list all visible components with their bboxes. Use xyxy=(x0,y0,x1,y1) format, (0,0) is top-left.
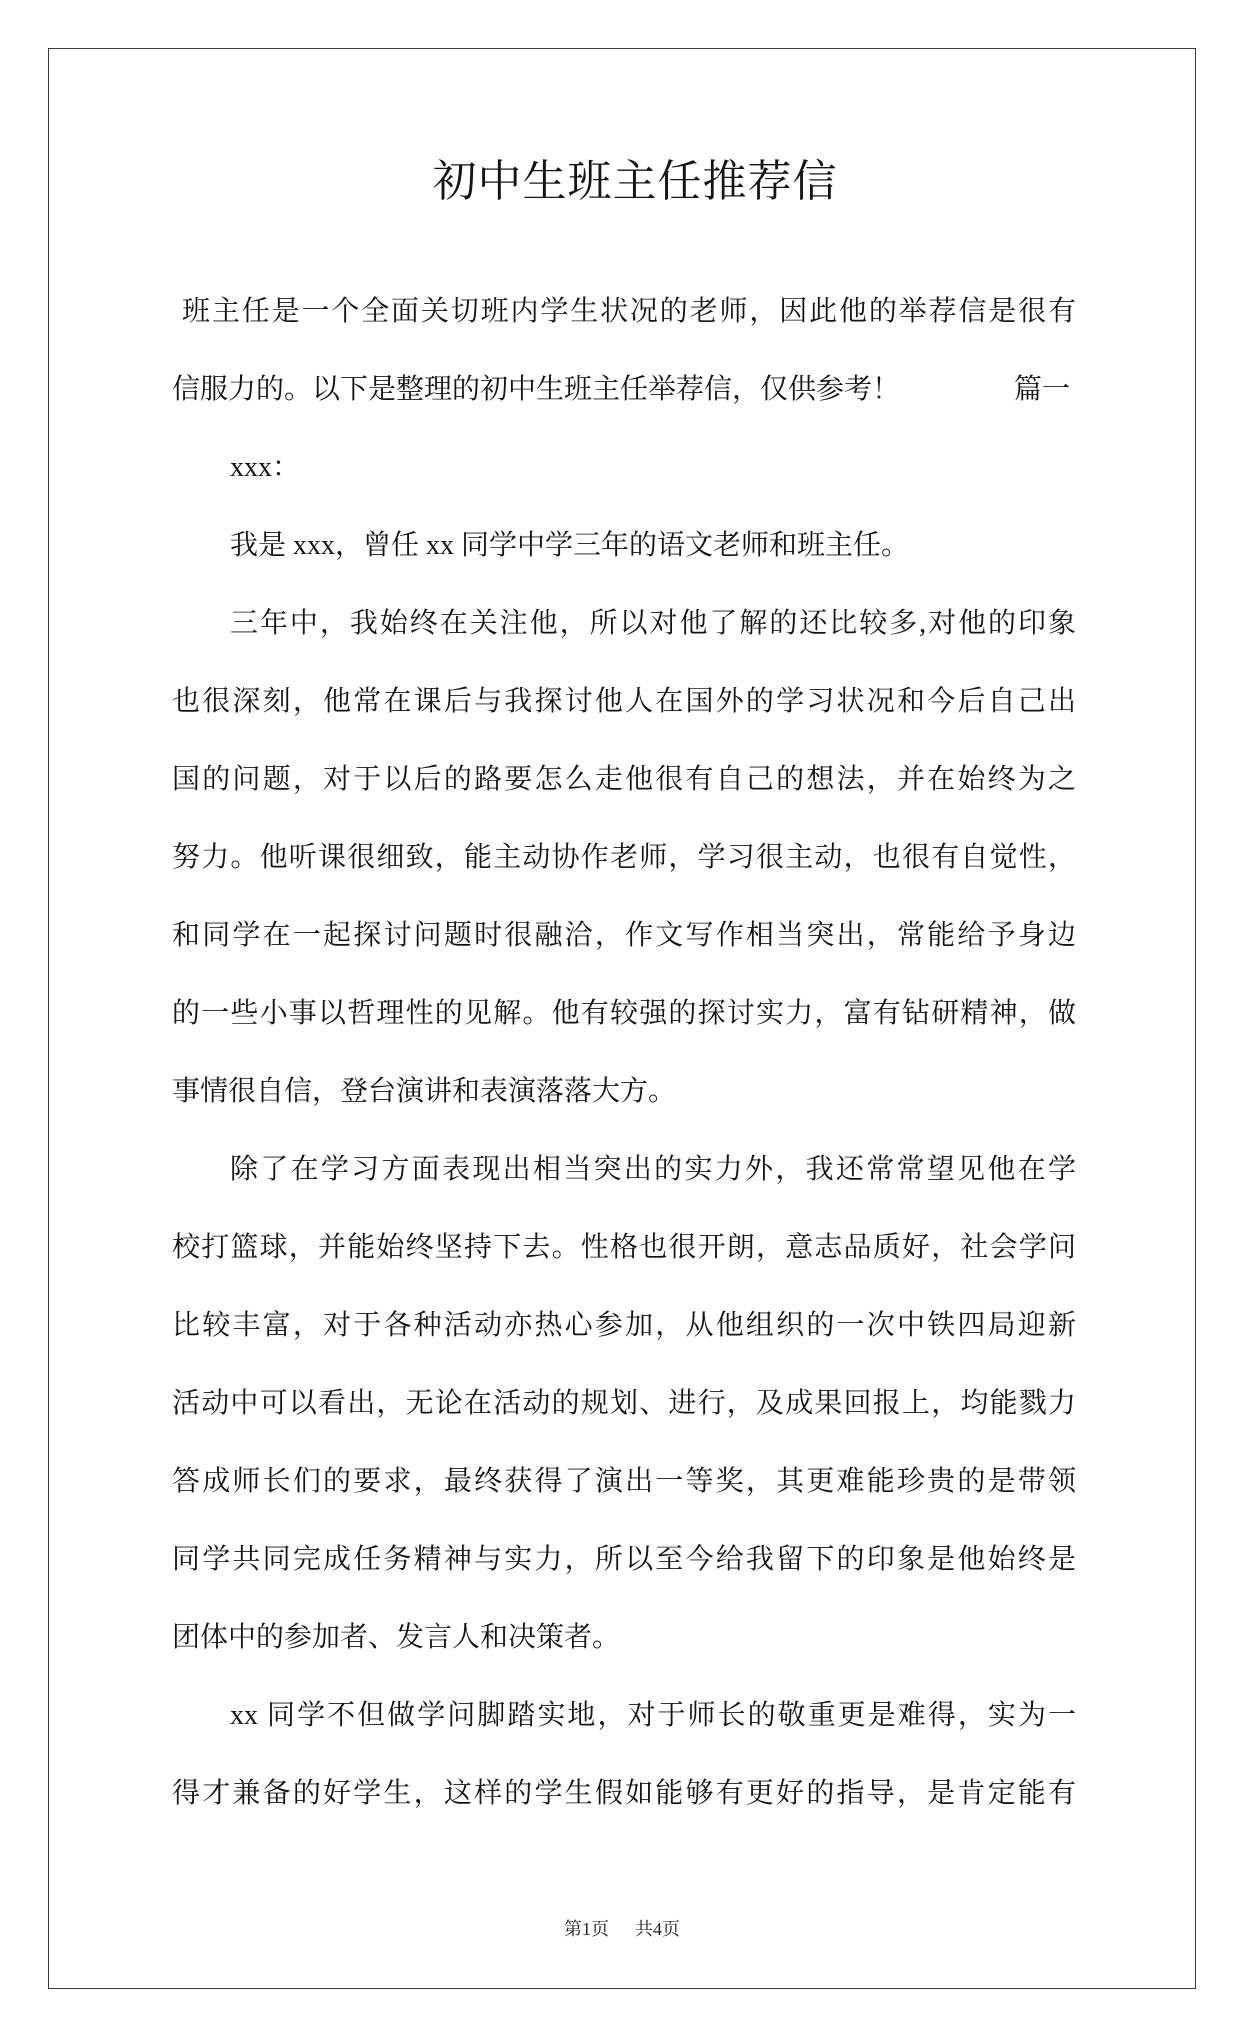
salutation xyxy=(172,429,1076,507)
paragraph-line-text: 同学共同完成任务精神与实力，所以至今给我留下的印象是他始终是 xyxy=(172,1544,1076,1575)
paragraph-line xyxy=(172,897,1076,975)
paragraph-line xyxy=(172,819,1076,897)
paragraph-line-text: 的一些小事以哲理性的见解。他有较强的探讨实力，富有钻研精神，做 xyxy=(172,998,1076,1029)
paragraph-line xyxy=(172,1131,1076,1209)
paragraph-line-text: 三年中，我始终在关注他，所以对他了解的还比较多,对他的印象 xyxy=(230,608,1076,639)
section-label: 篇一 xyxy=(1013,374,1070,405)
paragraph-line-text: 比较丰富，对于各种活动亦热心参加，从他组织的一次中铁四局迎新 xyxy=(172,1310,1076,1341)
page-number: 第1页 xyxy=(564,1919,609,1939)
document-body xyxy=(172,273,1076,1833)
paragraph-line-text: 得才兼备的好学生，这样的学生假如能够有更好的指导，是肯定能有 xyxy=(172,1778,1076,1809)
paragraph-line-text: 我是 xxx，曾任 xx 同学中学三年的语文老师和班主任。 xyxy=(230,530,910,561)
intro-line xyxy=(172,273,1076,351)
intro-line-text: 班主任是一个全面关切班内学生状况的老师，因此他的举荐信是很有 xyxy=(182,296,1076,327)
page-total: 共4页 xyxy=(635,1919,680,1939)
intro-line-text: 信服力的。以下是整理的初中生班主任举荐信，仅供参考！ xyxy=(172,374,901,405)
paragraph-line-text: 答成师长们的要求，最终获得了演出一等奖，其更难能珍贵的是带领 xyxy=(172,1466,1076,1497)
paragraph-line xyxy=(172,741,1076,819)
paragraph-line-text: 也很深刻，他常在课后与我探讨他人在国外的学习状况和今后自己出 xyxy=(172,686,1076,717)
intro-line xyxy=(172,351,1076,429)
paragraph-line xyxy=(172,1287,1076,1365)
paragraph-line xyxy=(172,663,1076,741)
paragraph-line xyxy=(172,1053,1076,1131)
document-title: 初中生班主任推荐信 xyxy=(432,157,838,206)
paragraph-line-text: 事情很自信，登台演讲和表演落落大方。 xyxy=(172,1076,677,1107)
paragraph-line xyxy=(172,1443,1076,1521)
paragraph-line-text: 团体中的参加者、发言人和决策者。 xyxy=(172,1622,621,1653)
paragraph-line xyxy=(172,507,1076,585)
paragraph-line xyxy=(172,1755,1076,1833)
paragraph-line-text: 国的问题，对于以后的路要怎么走他很有自己的想法，并在始终为之 xyxy=(172,764,1076,795)
paragraph-line-text: 活动中可以看出，无论在活动的规划、进行，及成果回报上，均能戮力 xyxy=(172,1388,1076,1419)
paragraph-line-text: 校打篮球，并能始终坚持下去。性格也很开朗，意志品质好，社会学问 xyxy=(172,1232,1076,1263)
paragraph-line xyxy=(172,585,1076,663)
page-footer xyxy=(48,1917,1196,1941)
paragraph-line-text: 和同学在一起探讨问题时很融洽，作文写作相当突出，常能给予身边 xyxy=(172,920,1076,951)
paragraph-line xyxy=(172,975,1076,1053)
paragraph-line-text: 努力。他听课很细致，能主动协作老师，学习很主动，也很有自觉性， xyxy=(172,842,1076,873)
paragraph-line xyxy=(172,1365,1076,1443)
paragraph-line-text: xx 同学不但做学问脚踏实地，对于师长的敬重更是难得，实为一 xyxy=(230,1700,1076,1731)
paragraph-line xyxy=(172,1677,1076,1755)
paragraph-line xyxy=(172,1521,1076,1599)
paragraph-line xyxy=(172,1209,1076,1287)
paragraph-line xyxy=(172,1599,1076,1677)
salutation-text: xxx： xyxy=(230,452,301,483)
paragraph-line-text: 除了在学习方面表现出相当突出的实力外，我还常常望见他在学 xyxy=(230,1154,1076,1185)
